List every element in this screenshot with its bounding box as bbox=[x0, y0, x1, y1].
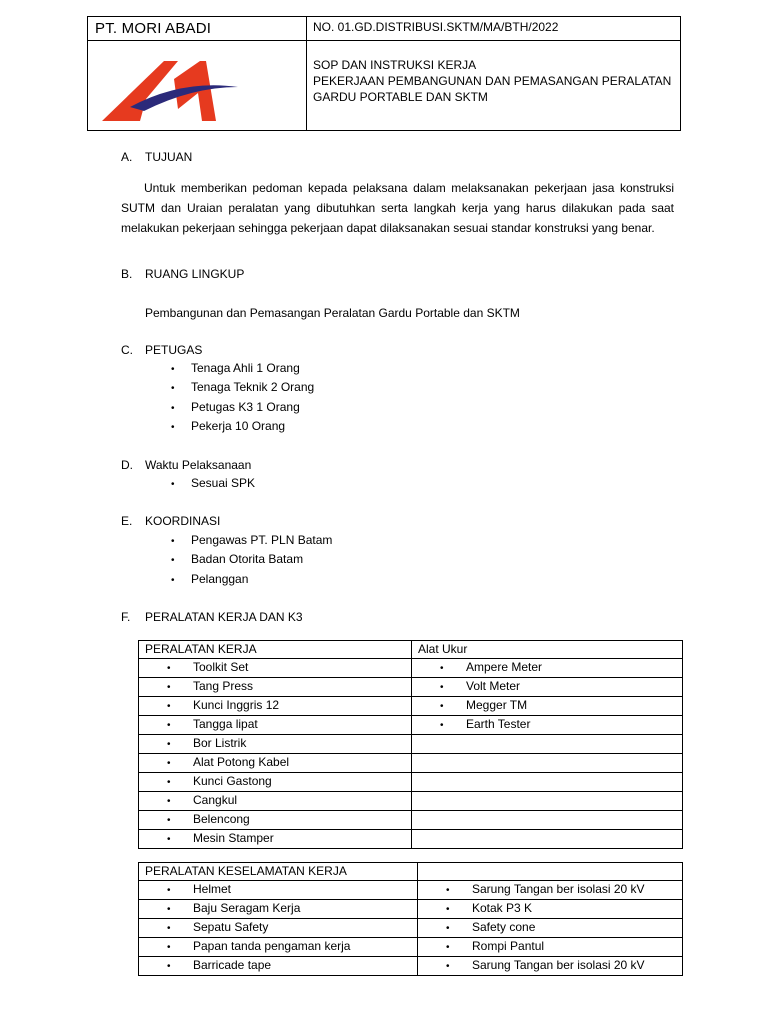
list-item: • Tenaga Ahli 1 Orang bbox=[145, 359, 314, 378]
table-cell bbox=[412, 829, 683, 848]
table-cell bbox=[418, 918, 683, 937]
table-cell bbox=[412, 791, 683, 810]
bullet-icon: • bbox=[167, 814, 171, 826]
cell-text: Barricade tape bbox=[193, 957, 272, 972]
safety-table bbox=[138, 862, 683, 976]
tools-table bbox=[138, 640, 683, 849]
table-row bbox=[139, 956, 683, 975]
list-item: • Pelanggan bbox=[145, 570, 332, 589]
table-cell bbox=[139, 696, 412, 715]
table-row bbox=[139, 899, 683, 918]
bullet-icon: • bbox=[171, 364, 175, 375]
bullet-icon: • bbox=[446, 903, 450, 915]
table-row bbox=[139, 753, 683, 772]
table-cell bbox=[139, 715, 412, 734]
section-d-list bbox=[145, 474, 255, 493]
bullet-icon: • bbox=[171, 421, 175, 433]
cell-text: Tangga lipat bbox=[193, 716, 258, 731]
cell-text: Kotak P3 K bbox=[472, 900, 533, 915]
bullet-icon: • bbox=[167, 922, 171, 934]
table-row bbox=[139, 810, 683, 829]
table-cell bbox=[418, 937, 683, 956]
table-cell bbox=[139, 810, 412, 829]
table-row bbox=[139, 677, 683, 696]
cell-text: Papan tanda pengaman kerja bbox=[193, 938, 351, 953]
table-cell bbox=[412, 677, 683, 696]
table-cell bbox=[412, 772, 683, 791]
bullet-icon: • bbox=[167, 681, 171, 693]
bullet-icon: • bbox=[167, 719, 171, 731]
bullet-icon: • bbox=[167, 757, 171, 769]
section-e-list bbox=[145, 531, 332, 589]
table-cell bbox=[412, 734, 683, 753]
table-cell bbox=[418, 899, 683, 918]
table-cell bbox=[139, 956, 418, 975]
list-item: • Petugas K3 1 Orang bbox=[145, 398, 314, 417]
section-letter: B. bbox=[121, 267, 133, 281]
cell-text: Earth Tester bbox=[466, 716, 531, 731]
table-row bbox=[139, 937, 683, 956]
table-row bbox=[139, 715, 683, 734]
cell-text: Rompi Pantul bbox=[472, 938, 545, 953]
bullet-icon: • bbox=[440, 700, 444, 712]
cell-text: Toolkit Set bbox=[193, 659, 249, 674]
cell-text: Kunci Gastong bbox=[193, 773, 272, 788]
table-header-row bbox=[139, 863, 683, 881]
bullet-icon: • bbox=[167, 941, 171, 953]
table-row bbox=[139, 918, 683, 937]
table-header-cell bbox=[418, 863, 683, 881]
bullet-icon: • bbox=[167, 903, 171, 915]
section-title: PETUGAS bbox=[145, 343, 203, 357]
cell-text: Volt Meter bbox=[466, 678, 521, 693]
bullet-icon: • bbox=[440, 662, 444, 674]
table-cell bbox=[139, 791, 412, 810]
bullet-icon: • bbox=[446, 922, 450, 934]
section-f-heading bbox=[121, 610, 303, 624]
table-cell bbox=[139, 918, 418, 937]
bullet-icon: • bbox=[446, 884, 450, 896]
section-a-heading bbox=[121, 150, 192, 164]
header-divider-vertical bbox=[306, 17, 307, 130]
section-d-heading bbox=[121, 458, 251, 472]
table-header-cell: PERALATAN KESELAMATAN KERJA bbox=[139, 863, 418, 881]
section-letter: C. bbox=[121, 343, 133, 357]
cell-text: Kunci Inggris 12 bbox=[193, 697, 280, 712]
section-title: Waktu Pelaksanaan bbox=[145, 458, 252, 472]
section-title: RUANG LINGKUP bbox=[145, 267, 245, 281]
table-cell bbox=[412, 658, 683, 677]
table-row bbox=[139, 772, 683, 791]
cell-text: Megger TM bbox=[466, 697, 528, 712]
document-header bbox=[87, 16, 681, 131]
list-item: • Pekerja 10 Orang bbox=[145, 417, 314, 436]
list-item: • Sesuai SPK bbox=[145, 474, 255, 493]
table-cell bbox=[139, 772, 412, 791]
table-header-cell: Alat Ukur bbox=[412, 641, 683, 659]
bullet-icon: • bbox=[167, 833, 171, 845]
section-title: PERALATAN KERJA DAN K3 bbox=[145, 610, 303, 624]
table-cell bbox=[139, 899, 418, 918]
section-title: TUJUAN bbox=[145, 150, 193, 164]
table-row bbox=[139, 696, 683, 715]
table-cell bbox=[139, 734, 412, 753]
bullet-icon: • bbox=[167, 662, 171, 674]
section-b-body: Pembangunan dan Pemasangan Peralatan Gardu Portable dan SKTM bbox=[145, 306, 520, 320]
section-a-body: Untuk memberikan pedoman kepada pelaksana dalam melaksanakan pekerjaan jasa konstruksi SUTM dan Uraian peralatan yang dibutuhkan serta langkah kerja yang harus dilakukan pada saat melakukan pekerjaan sehingga pekerjaan dapat dilaksanakan sesuai standar konstruksi yang benar. bbox=[121, 181, 674, 235]
bullet-icon: • bbox=[171, 536, 175, 547]
cell-text: Helmet bbox=[193, 881, 232, 896]
cell-text: Safety cone bbox=[472, 919, 536, 934]
bullet-icon: • bbox=[167, 776, 171, 788]
table-header-cell: PERALATAN KERJA bbox=[139, 641, 412, 659]
list-item: • Badan Otorita Batam bbox=[145, 550, 332, 569]
section-letter: F. bbox=[121, 610, 131, 624]
bullet-icon: • bbox=[167, 700, 171, 712]
table-cell bbox=[418, 956, 683, 975]
table-row bbox=[139, 734, 683, 753]
section-c-heading bbox=[121, 343, 202, 357]
table-cell bbox=[412, 715, 683, 734]
table-row bbox=[139, 791, 683, 810]
section-b-heading bbox=[121, 267, 244, 281]
table-header-row bbox=[139, 641, 683, 659]
table-cell bbox=[412, 753, 683, 772]
list-item: • Pengawas PT. PLN Batam bbox=[145, 531, 332, 550]
bullet-icon: • bbox=[171, 479, 175, 490]
bullet-icon: • bbox=[167, 738, 171, 750]
bullet-icon: • bbox=[446, 960, 450, 972]
cell-text: Mesin Stamper bbox=[193, 830, 274, 845]
cell-text: Ampere Meter bbox=[466, 659, 543, 674]
bullet-icon: • bbox=[167, 795, 171, 807]
table-cell bbox=[139, 753, 412, 772]
table-row bbox=[139, 880, 683, 899]
table-cell bbox=[139, 677, 412, 696]
table-cell bbox=[139, 880, 418, 899]
cell-text: Bor Listrik bbox=[193, 735, 247, 750]
cell-text: Sarung Tangan ber isolasi 20 kV bbox=[472, 881, 645, 896]
table-cell bbox=[412, 810, 683, 829]
bullet-icon: • bbox=[167, 884, 171, 896]
title-line: PEKERJAAN PEMBANGUNAN DAN PEMASANGAN PERALATAN bbox=[313, 74, 672, 88]
document-number: NO. 01.GD.DISTRIBUSI.SKTM/MA/BTH/2022 bbox=[313, 20, 559, 34]
bullet-icon: • bbox=[171, 383, 175, 395]
bullet-icon: • bbox=[446, 941, 450, 953]
table-cell bbox=[139, 829, 412, 848]
table-row bbox=[139, 658, 683, 677]
table-cell bbox=[412, 696, 683, 715]
list-item: • Tenaga Teknik 2 Orang bbox=[145, 378, 314, 397]
bullet-icon: • bbox=[171, 555, 175, 567]
cell-text: Cangkul bbox=[193, 792, 238, 807]
bullet-icon: • bbox=[171, 402, 175, 414]
bullet-icon: • bbox=[440, 681, 444, 693]
document-titles bbox=[313, 57, 671, 105]
bullet-icon: • bbox=[167, 960, 171, 972]
section-letter: E. bbox=[121, 514, 133, 528]
company-logo bbox=[100, 57, 240, 125]
logo-red-shape-left bbox=[102, 61, 178, 121]
title-line: GARDU PORTABLE DAN SKTM bbox=[313, 90, 488, 104]
cell-text: Sarung Tangan ber isolasi 20 kV bbox=[472, 957, 645, 972]
cell-text: Baju Seragam Kerja bbox=[193, 900, 301, 915]
section-e-heading bbox=[121, 514, 220, 528]
section-title: KOORDINASI bbox=[145, 514, 221, 528]
bullet-icon: • bbox=[171, 574, 175, 586]
section-letter: D. bbox=[121, 458, 133, 472]
bullet-icon: • bbox=[440, 719, 444, 731]
title-line: SOP DAN INSTRUKSI KERJA bbox=[313, 58, 477, 72]
cell-text: Alat Potong Kabel bbox=[193, 754, 290, 769]
section-c-list bbox=[145, 359, 314, 436]
section-letter: A. bbox=[121, 150, 133, 164]
header-divider-horizontal bbox=[88, 40, 680, 41]
cell-text: Sepatu Safety bbox=[193, 919, 269, 934]
cell-text: Belencong bbox=[193, 811, 250, 826]
cell-text: Tang Press bbox=[193, 678, 254, 693]
table-row bbox=[139, 829, 683, 848]
company-name: PT. MORI ABADI bbox=[95, 20, 212, 37]
table-cell bbox=[139, 658, 412, 677]
table-cell bbox=[418, 880, 683, 899]
table-cell bbox=[139, 937, 418, 956]
